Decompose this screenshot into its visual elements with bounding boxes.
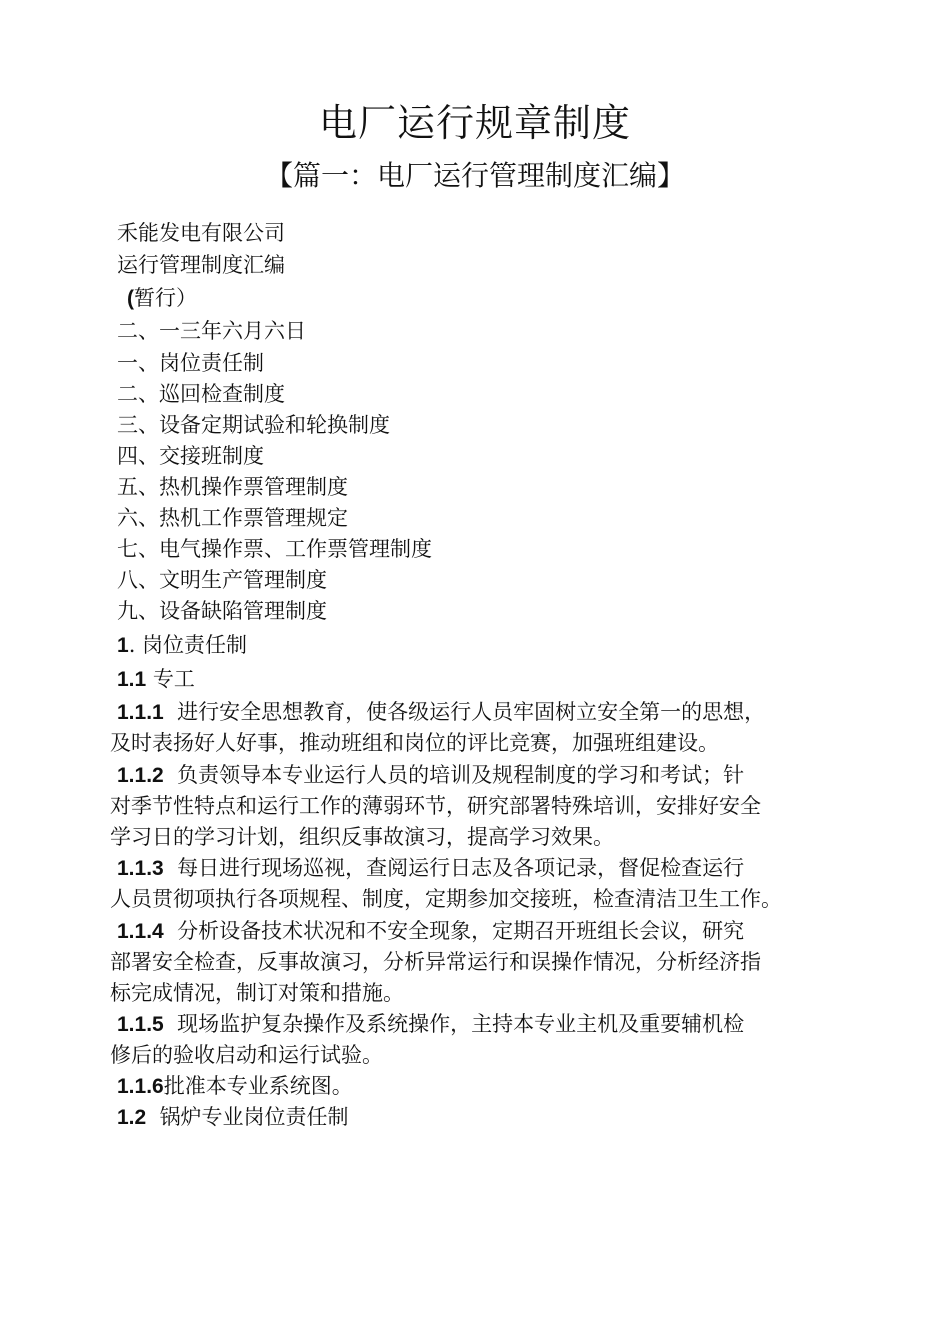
clause-line: 进行安全思想教育，使各级运行人员牢固树立安全第一的思想，: [177, 700, 766, 724]
toc-item: 八、文明生产管理制度: [117, 568, 327, 592]
toc-item: 五、热机操作票管理制度: [117, 475, 348, 499]
clause-1-1-1: [117, 697, 765, 728]
section-heading-1: [117, 630, 247, 661]
toc-item: 三、设备定期试验和轮换制度: [117, 413, 390, 437]
clause-number: 1.1.2: [117, 764, 164, 787]
section-number: 1.1: [117, 668, 147, 691]
temporary-note: [127, 283, 197, 314]
clause-line: 每日进行现场巡视，查阅运行日志及各项记录，督促检查运行: [177, 856, 745, 880]
section-number: 1: [117, 634, 129, 657]
clause-1-1-2: [117, 760, 744, 791]
clause-line: 批准本专业系统图。: [163, 1074, 353, 1098]
clause-number: 1.1.5: [117, 1013, 164, 1036]
section-heading-1-1: [117, 664, 195, 695]
clause-line: 对季节性特点和运行工作的薄弱环节，研究部署特殊培训，安排好安全: [110, 794, 761, 818]
section-number: 1.2: [117, 1106, 147, 1129]
clause-line: 负责领导本专业运行人员的培训及规程制度的学习和考试；针: [177, 763, 745, 787]
toc-item: 七、电气操作票、工作票管理制度: [117, 537, 432, 561]
clause-1-1-3: [117, 853, 744, 884]
clause-number: 1.1.3: [117, 857, 164, 880]
clause-line: 标完成情况，制订对策和措施。: [110, 981, 404, 1005]
clause-number: 1.1.6: [117, 1075, 164, 1098]
clause-line: 现场监护复杂操作及系统操作，主持本专业主机及重要辅机检: [177, 1012, 745, 1036]
section-heading-1-2: [117, 1102, 349, 1133]
clause-number: 1.1.1: [117, 701, 164, 724]
section-text: 专工: [152, 667, 195, 691]
clause-line: 人员贯彻项执行各项规程、制度，定期参加交接班，检查清洁卫生工作。: [110, 887, 782, 911]
temporary-note-text: 暂行）: [134, 286, 197, 310]
section-text: . 岗位责任制: [128, 633, 248, 657]
clause-1-1-6: [117, 1071, 353, 1102]
toc-item: 九、设备缺陷管理制度: [117, 599, 327, 623]
toc-item: 一、岗位责任制: [117, 351, 264, 375]
section-text: 锅炉专业岗位责任制: [159, 1105, 349, 1129]
clause-1-1-5: [117, 1009, 744, 1040]
clause-line: 及时表扬好人好事，推动班组和岗位的评比竞赛，加强班组建设。: [110, 731, 719, 755]
clause-number: 1.1.4: [117, 920, 164, 943]
toc-item: 四、交接班制度: [117, 444, 264, 468]
document-title: 电厂运行规章制度: [318, 101, 631, 145]
document-date: 二、一三年六月六日: [117, 319, 306, 343]
clause-1-1-4: [117, 916, 744, 947]
clause-line: 分析设备技术状况和不安全现象，定期召开班组长会议，研究: [177, 919, 745, 943]
toc-item: 二、巡回检查制度: [117, 382, 285, 406]
company-name: 禾能发电有限公司: [117, 221, 285, 245]
clause-line: 部署安全检查，反事故演习，分析异常运行和误操作情况，分析经济指: [110, 950, 761, 974]
clause-line: 修后的验收启动和运行试验。: [110, 1043, 383, 1067]
collection-name: 运行管理制度汇编: [117, 253, 285, 277]
clause-line: 学习日的学习计划，组织反事故演习，提高学习效果。: [110, 825, 614, 849]
toc-item: 六、热机工作票管理规定: [117, 506, 348, 530]
document-subtitle: 【篇一：电厂运行管理制度汇编】: [264, 159, 685, 192]
temporary-note-paren: (: [127, 287, 134, 310]
